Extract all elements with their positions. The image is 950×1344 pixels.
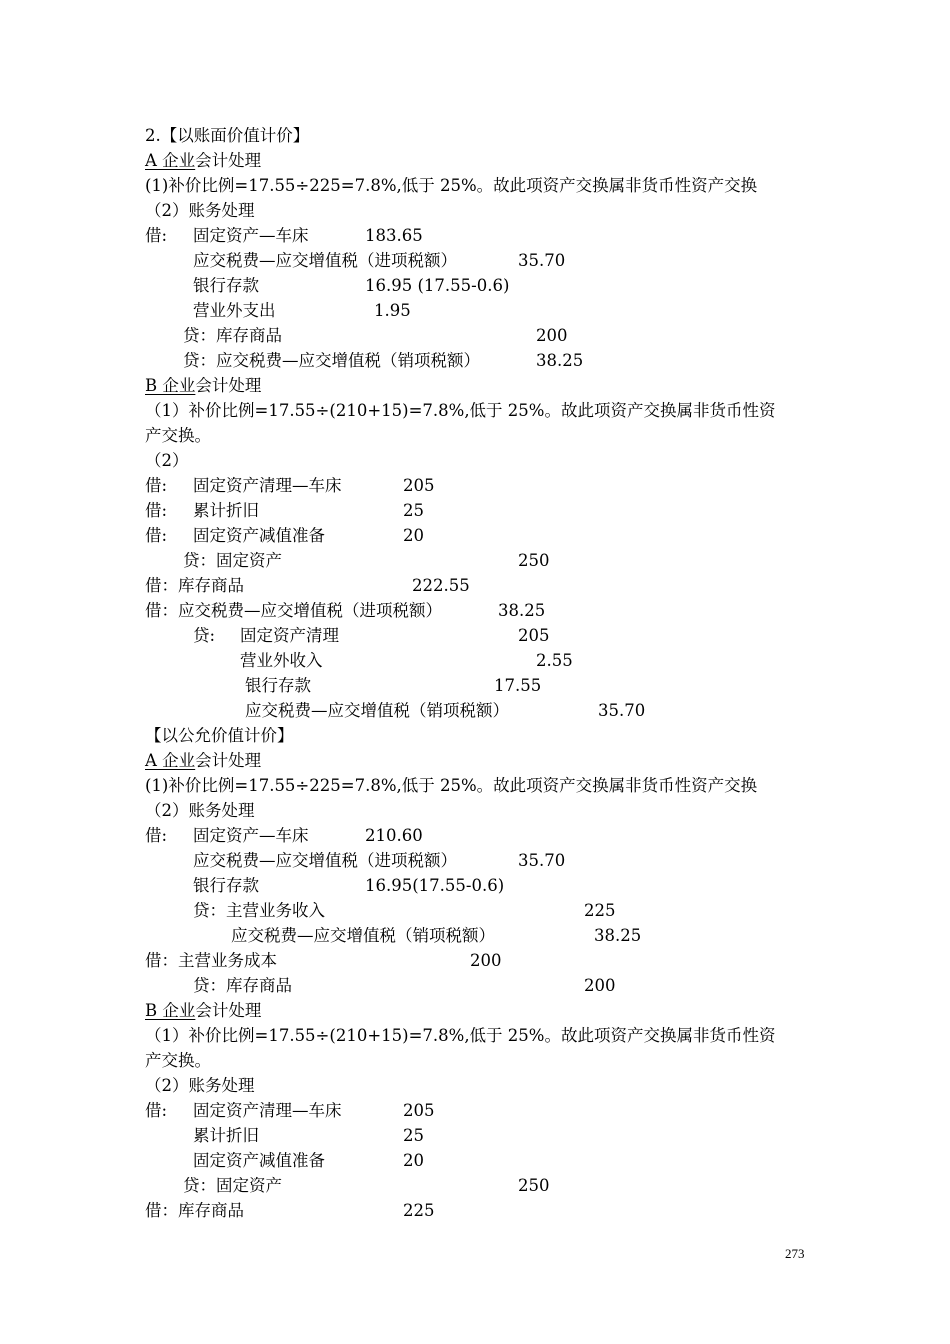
amount: 38.25: [594, 926, 642, 945]
amount: 200: [470, 951, 502, 970]
amount: 200: [536, 326, 568, 345]
amount: 250: [518, 551, 550, 570]
a-company-label: A 企业: [145, 151, 196, 170]
debit-label: 借:: [145, 1101, 168, 1120]
credit-entry: 贷：库存商品: [193, 976, 292, 995]
credit-label: 贷:: [193, 626, 216, 645]
amount: 35.70: [598, 701, 646, 720]
b-ratio-line: （1）补价比例=17.55÷(210+15)=7.8%,低于 25%。故此项资产交换属非货币性资: [145, 401, 776, 420]
section-title: 2.【以账面价值计价】: [145, 126, 310, 145]
account-name: 固定资产减值准备: [193, 526, 325, 545]
a-company-label: A 企业: [145, 751, 196, 770]
amount: 38.25: [498, 601, 546, 620]
b-company-label: B 企业: [145, 1001, 196, 1020]
b-company-heading: [145, 374, 261, 398]
amount: 25: [403, 501, 424, 520]
b-ratio-line-cont: 产交换。: [145, 1051, 211, 1070]
b-company-heading: [145, 999, 261, 1023]
b-step2-line: （2）: [145, 451, 189, 470]
amount: 1.95: [374, 301, 411, 320]
account-name: 银行存款: [193, 876, 259, 895]
a-company-heading: [145, 749, 261, 773]
b-ratio-line: （1）补价比例=17.55÷(210+15)=7.8%,低于 25%。故此项资产交换属非货币性资: [145, 1026, 776, 1045]
a-ratio-line: (1)补价比例=17.55÷225=7.8%,低于 25%。故此项资产交换属非货币性资产交换: [145, 776, 758, 795]
amount: 20: [403, 526, 424, 545]
a-ratio-line: (1)补价比例=17.55÷225=7.8%,低于 25%。故此项资产交换属非货币性资产交换: [145, 176, 758, 195]
debit-entry: 借：库存商品: [145, 576, 244, 595]
debit-label: 借:: [145, 476, 168, 495]
account-name: 固定资产减值准备: [193, 1151, 325, 1170]
debit-entry: 借：主营业务成本: [145, 951, 277, 970]
debit-entry: 借：应交税费—应交增值税（进项税额）: [145, 601, 442, 620]
account-name: 固定资产清理—车床: [193, 476, 342, 495]
section-title: 【以公允价值计价】: [145, 726, 294, 745]
page-number: 273: [785, 1246, 805, 1261]
a-step2-line: （2）账务处理: [145, 201, 255, 220]
b-company-label: B 企业: [145, 376, 196, 395]
account-name: 营业外支出: [193, 301, 276, 320]
account-name: 银行存款: [245, 676, 311, 695]
account-name: 固定资产清理: [240, 626, 339, 645]
amount: 16.95(17.55-0.6): [365, 876, 505, 895]
account-name: 累计折旧: [193, 501, 259, 520]
amount: 250: [518, 1176, 550, 1195]
amount: 35.70: [518, 251, 566, 270]
heading-suffix: 会计处理: [195, 376, 262, 395]
amount: 183.65: [365, 226, 423, 245]
account-name: 累计折旧: [193, 1126, 259, 1145]
account-name: 应交税费—应交增值税（销项税额）: [231, 926, 495, 945]
amount: 205: [518, 626, 550, 645]
credit-entry: 贷：应交税费—应交增值税（销项税额）: [183, 351, 480, 370]
heading-suffix: 会计处理: [195, 751, 262, 770]
account-name: 应交税费—应交增值税（进项税额）: [193, 251, 457, 270]
amount: 225: [584, 901, 616, 920]
amount: 225: [403, 1201, 435, 1220]
amount: 38.25: [536, 351, 584, 370]
credit-entry: 贷：主营业务收入: [193, 901, 325, 920]
debit-label: 借:: [145, 826, 168, 845]
b-ratio-line-cont: 产交换。: [145, 426, 211, 445]
amount: 205: [403, 476, 435, 495]
amount: 17.55: [494, 676, 542, 695]
account-name: 应交税费—应交增值税（销项税额）: [245, 701, 509, 720]
heading-suffix: 会计处理: [195, 1001, 262, 1020]
debit-label: 借:: [145, 226, 168, 245]
amount: 200: [584, 976, 616, 995]
debit-label: 借:: [145, 501, 168, 520]
amount: 210.60: [365, 826, 423, 845]
account-name: 固定资产—车床: [193, 826, 309, 845]
amount: 222.55: [412, 576, 470, 595]
amount: 205: [403, 1101, 435, 1120]
debit-label: 借:: [145, 526, 168, 545]
account-name: 应交税费—应交增值税（进项税额）: [193, 851, 457, 870]
b-step2-line: （2）账务处理: [145, 1076, 255, 1095]
amount: 25: [403, 1126, 424, 1145]
a-company-heading: [145, 149, 261, 173]
debit-entry: 借：库存商品: [145, 1201, 244, 1220]
credit-entry: 贷：固定资产: [183, 551, 282, 570]
account-name: 银行存款: [193, 276, 259, 295]
credit-entry: 贷：固定资产: [183, 1176, 282, 1195]
account-name: 营业外收入: [240, 651, 323, 670]
account-name: 固定资产—车床: [193, 226, 309, 245]
account-name: 固定资产清理—车床: [193, 1101, 342, 1120]
a-step2-line: （2）账务处理: [145, 801, 255, 820]
heading-suffix: 会计处理: [195, 151, 262, 170]
amount: 2.55: [536, 651, 573, 670]
amount: 16.95 (17.55-0.6): [365, 276, 510, 295]
amount: 20: [403, 1151, 424, 1170]
amount: 35.70: [518, 851, 566, 870]
credit-entry: 贷：库存商品: [183, 326, 282, 345]
